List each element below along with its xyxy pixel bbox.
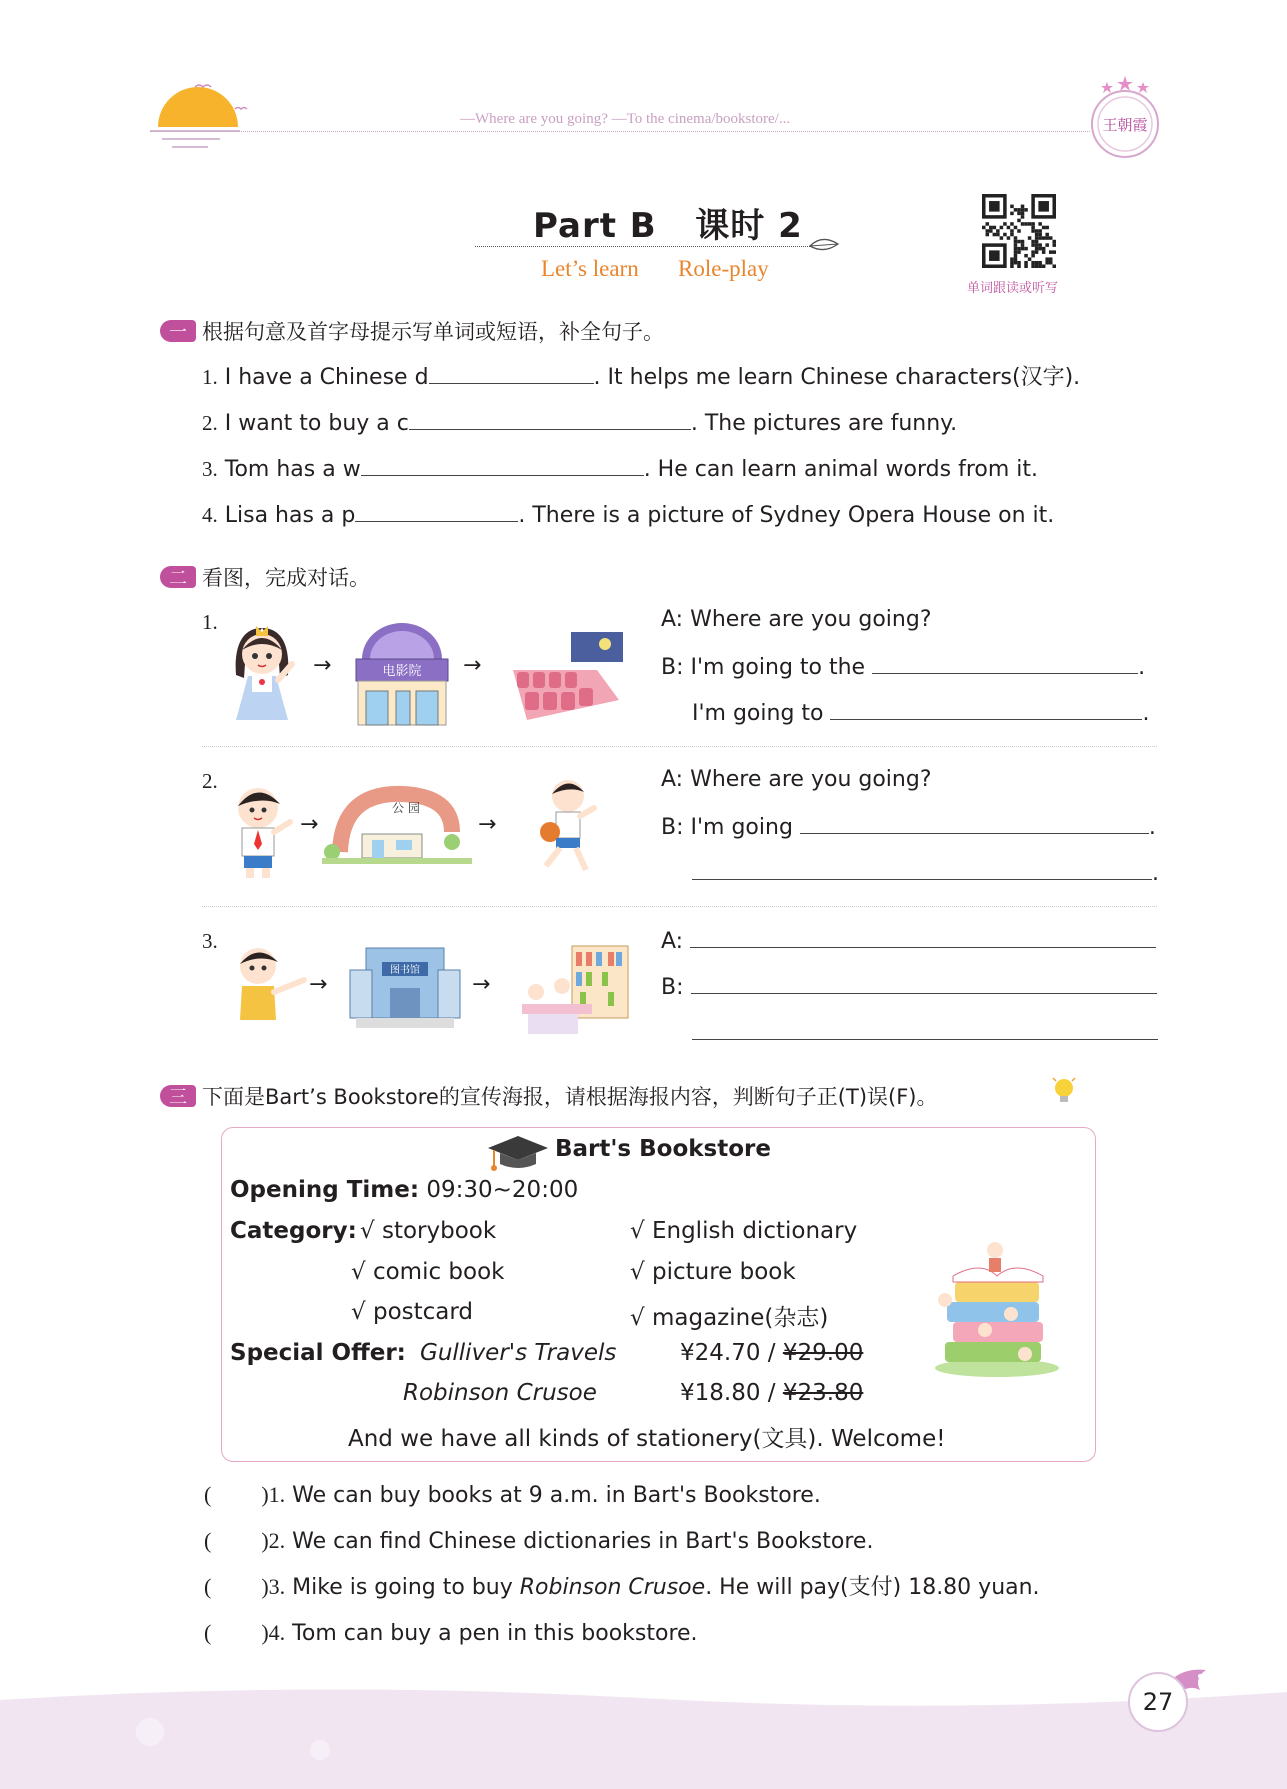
poster-store-name: Bart's Bookstore <box>555 1136 771 1162</box>
section3-heading <box>160 1081 938 1111</box>
svg-text:王朝霞: 王朝霞 <box>1102 116 1148 134</box>
lightbulb-icon <box>1051 1076 1077 1106</box>
s2-item-1-line-a: A: Where are you going? <box>661 607 932 632</box>
answer-box[interactable] <box>211 1572 261 1594</box>
reading-room-illustration <box>512 944 632 1038</box>
title-rule <box>475 246 810 247</box>
category-item: √ storybook <box>360 1218 497 1244</box>
kids-on-books-illustration <box>925 1230 1070 1380</box>
section-badge: 一 <box>160 320 196 342</box>
girl-waving-illustration <box>222 620 302 728</box>
cinema-illustration <box>352 617 452 729</box>
s1-item-1: 1. I have a Chinese d . It helps me learn Chinese characters(汉字). <box>202 361 1080 393</box>
library-illustration <box>346 940 464 1032</box>
arrow-icon: → <box>313 653 332 678</box>
answer-blank[interactable] <box>691 971 1157 994</box>
s2-item-1-number: 1. <box>202 610 218 634</box>
category-item: √ postcard <box>351 1299 474 1325</box>
answer-blank[interactable] <box>692 857 1152 880</box>
svg-text:图书馆: 图书馆 <box>390 965 420 976</box>
category-item: √ magazine(杂志) <box>630 1305 829 1331</box>
s2-item-2-line-c: . <box>692 857 1159 889</box>
divider <box>202 746 1157 747</box>
arrow-icon: → <box>309 972 328 997</box>
subtitle-lets-learn: Let’s learn <box>541 256 639 281</box>
answer-blank[interactable] <box>355 499 518 522</box>
arrow-icon: → <box>300 812 319 837</box>
qr-caption: 单词跟读或听写 <box>967 281 1059 296</box>
s2-item-3-line-b: B: <box>661 971 1157 1003</box>
arrow-icon: → <box>463 653 482 678</box>
answer-box[interactable] <box>211 1480 261 1502</box>
s2-item-2-number: 2. <box>202 769 218 793</box>
category-item: √ English dictionary <box>630 1218 858 1244</box>
answer-blank[interactable] <box>409 407 691 430</box>
category-item: √ comic book <box>351 1259 505 1285</box>
qr-code-icon[interactable] <box>982 194 1056 268</box>
leaf-icon <box>808 234 844 258</box>
answer-blank[interactable] <box>361 453 644 476</box>
section2-heading <box>160 562 370 592</box>
answer-blank[interactable] <box>872 651 1138 674</box>
answer-blank[interactable] <box>692 1017 1158 1040</box>
park-gate-illustration <box>322 782 472 866</box>
boy-basketball-illustration <box>524 774 604 878</box>
offer-title: Gulliver's Travels <box>420 1340 617 1366</box>
category-item: √ picture book <box>630 1259 796 1285</box>
header-rule <box>150 131 1090 132</box>
s2-item-3-number: 3. <box>202 929 218 953</box>
svg-text:公 园: 公 园 <box>392 801 420 815</box>
tf-item-2: ( )2. We can find Chinese dictionaries in Bart's Bookstore. <box>204 1528 874 1554</box>
offer-price: ¥18.80 / ¥23.80 <box>680 1380 864 1406</box>
poster-category-label: Category: <box>230 1218 357 1244</box>
cinema-seats-illustration <box>507 630 625 722</box>
section1-instruction: 根据句意及首字母提示写单词或短语，补全句子。 <box>202 320 664 344</box>
running-title: —Where are you going? —To the cinema/bookstore/... <box>460 111 791 127</box>
footer-wave <box>0 1680 1287 1789</box>
s2-item-2-line-b: B: I'm going . <box>661 811 1156 843</box>
s1-item-4: 4. Lisa has a p . There is a picture of Sydney Opera House on it. <box>202 499 1054 531</box>
poster-opening-time: Opening Time: 09:30~20:00 <box>230 1177 579 1203</box>
s2-item-3-line-a: A: <box>661 925 1156 957</box>
offer-price: ¥24.70 / ¥29.00 <box>680 1340 864 1366</box>
s2-item-2-line-a: A: Where are you going? <box>661 767 932 792</box>
arrow-icon: → <box>478 812 497 837</box>
s2-item-1-line-c: I'm going to . <box>692 697 1149 729</box>
answer-blank[interactable] <box>800 811 1149 834</box>
boy-waving-illustration <box>228 780 298 880</box>
s1-item-2: 2. I want to buy a c . The pictures are funny. <box>202 407 957 439</box>
answer-box[interactable] <box>211 1618 261 1640</box>
answer-blank[interactable] <box>690 925 1156 948</box>
brand-logo <box>1085 74 1165 164</box>
answer-blank[interactable] <box>429 361 594 384</box>
poster-offer-label: Special Offer: <box>230 1340 406 1366</box>
poster-closing: And we have all kinds of stationery(文具). Welcome! <box>348 1426 946 1452</box>
section-badge: 三 <box>160 1085 196 1107</box>
divider <box>202 906 1157 907</box>
tf-item-3: ( )3. Mike is going to buy Robinson Crusoe. He will pay(支付) 18.80 yuan. <box>204 1574 1040 1600</box>
section-badge: 二 <box>160 566 196 588</box>
arrow-icon: → <box>472 972 491 997</box>
page-number: 27 <box>1128 1672 1188 1732</box>
svg-text:电影院: 电影院 <box>382 664 422 679</box>
graduation-cap-icon <box>486 1130 550 1174</box>
sunset-icon <box>150 75 260 155</box>
section1-heading <box>160 316 664 346</box>
tf-item-4: ( )4. Tom can buy a pen in this bookstore. <box>204 1620 698 1646</box>
s2-item-1-line-b: B: I'm going to the . <box>661 651 1145 683</box>
lesson-title: Part B 课时 2 <box>533 206 803 246</box>
section2-instruction: 看图，完成对话。 <box>202 566 370 590</box>
offer-title: Robinson Crusoe <box>403 1380 597 1406</box>
s1-item-3: 3. Tom has a w . He can learn animal words from it. <box>202 453 1038 485</box>
subtitle-role-play: Role-play <box>678 256 769 281</box>
s2-item-3-line-c <box>692 1017 1158 1049</box>
tf-item-1: ( )1. We can buy books at 9 a.m. in Bart's Bookstore. <box>204 1482 821 1508</box>
boy-pointing-illustration <box>230 940 310 1028</box>
answer-blank[interactable] <box>830 697 1142 720</box>
section3-instruction: 下面是Bart’s Bookstore的宣传海报，请根据海报内容，判断句子正(T)误(F)。 <box>202 1085 938 1109</box>
answer-box[interactable] <box>211 1526 261 1548</box>
